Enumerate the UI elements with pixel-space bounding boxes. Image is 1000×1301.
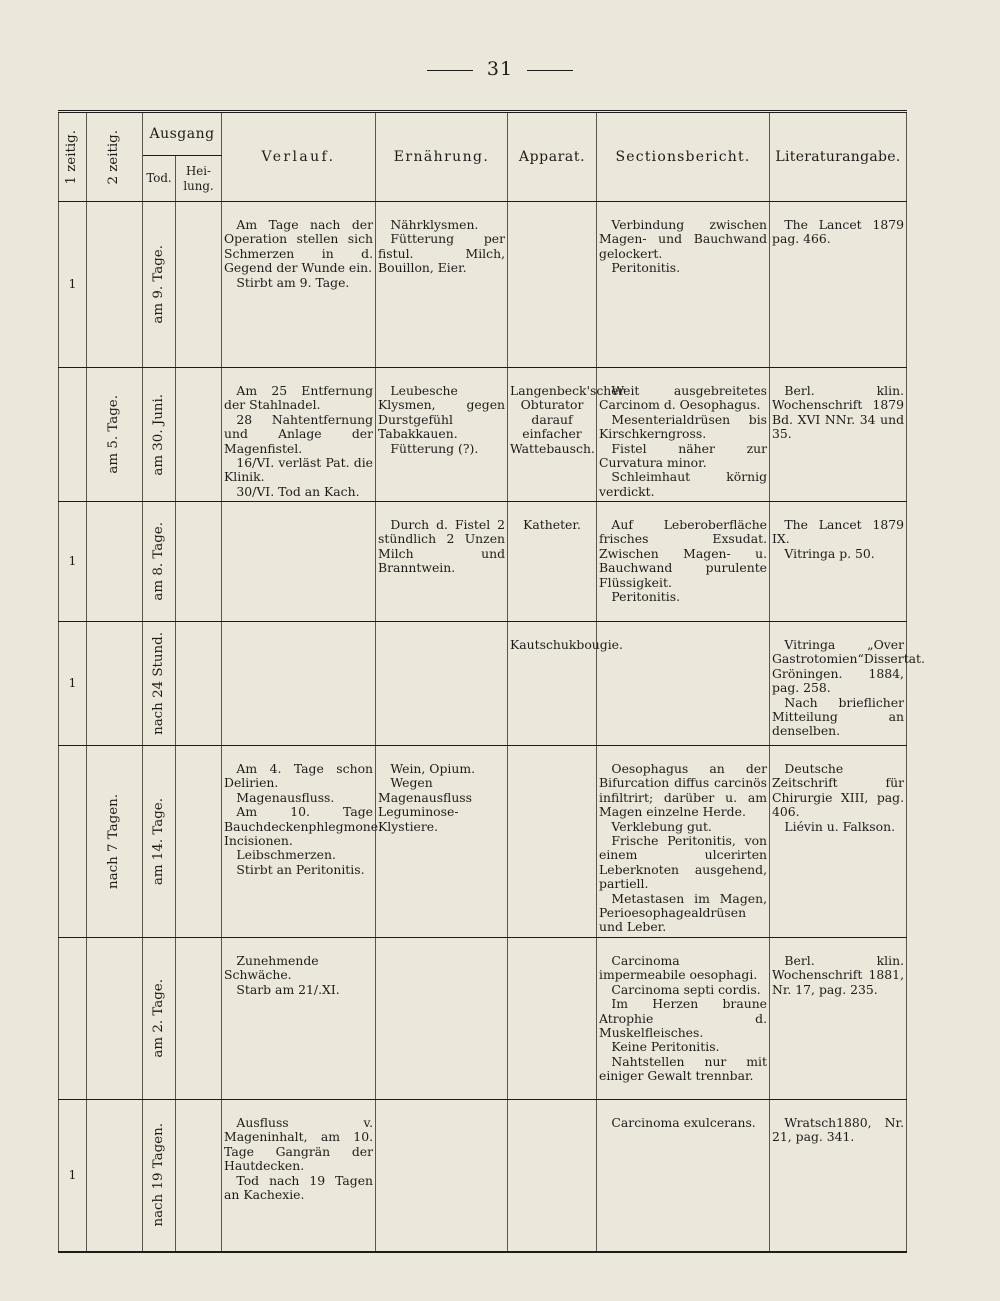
header-2-zeitig: 2 zeitig. (87, 112, 143, 202)
case-table (58, 110, 925, 1253)
cell-sectionsbericht: Carcinoma impermeabile oesophagi. Carcinoma septi cordis. Im Herzen braune Atrophie d. Muskelfleisches. Keine Peritonitis. Nahtstellen nur mit einiger Gewalt trennbar. (597, 938, 770, 1100)
cell-heilung (176, 502, 222, 622)
header-literatur: Literaturangabe. (770, 112, 907, 202)
cell-tod: am 30. Juni. (143, 368, 176, 502)
cell-heilung (176, 202, 222, 368)
cell-apparat (508, 746, 597, 938)
cell-tod: nach 19 Tagen. (143, 1100, 176, 1252)
cell-tod: am 2. Tage. (143, 938, 176, 1100)
cell-ernaehrung: Wein, Opium. Wegen Magenausfluss Leguminose-Klystiere. (376, 746, 508, 938)
cell-tod: am 14. Tage. (143, 746, 176, 938)
header-apparat: Apparat. (508, 112, 597, 202)
cell-2-zeitig (87, 938, 143, 1100)
cell-literatur: Berl. klin. Wochenschrift 1879 Bd. XVI NNr. 34 und 35. (770, 368, 907, 502)
cell-1-zeitig (59, 938, 87, 1100)
cell-2-zeitig (87, 202, 143, 368)
cell-literatur: The Lancet 1879 pag. 466. (770, 202, 907, 368)
cell-heilung (176, 938, 222, 1100)
cell-apparat: Kautschukbougie. (508, 622, 597, 746)
cell-verlauf: Am Tage nach der Operation stellen sich Schmerzen in d. Gegend der Wunde ein. Stirbt am 9. Tage. (222, 202, 376, 368)
cell-literatur: Deutsche Zeitschrift für Chirurgie XIII, pag. 406. Liévin u. Falkson. (770, 746, 907, 938)
case-row (59, 368, 907, 502)
cell-literatur: Berl. klin. Wochenschrift 1881, Nr. 17, pag. 235. (770, 938, 907, 1100)
cell-verlauf (222, 502, 376, 622)
cell-apparat (508, 938, 597, 1100)
header-verlauf: Verlauf. (222, 112, 376, 202)
cell-ernaehrung (376, 622, 508, 746)
cell-apparat (508, 202, 597, 368)
header-1-zeitig: 1 zeitig. (59, 112, 87, 202)
cell-ernaehrung: Nährklysmen. Fütterung per fistul. Milch, Bouillon, Eier. (376, 202, 508, 368)
cell-tod: nach 24 Stund. (143, 622, 176, 746)
cell-apparat: Langenbeck'scher Obturator darauf einfacher Wattebausch. (508, 368, 597, 502)
cell-sectionsbericht: Weit ausgebreitetes Carcinom d. Oesophagus. Mesenterialdrüsen bis Kirschkerngross. Fistel näher zur Curvatura minor. Schleimhaut körnig verdickt. (597, 368, 770, 502)
case-row (59, 1100, 907, 1252)
cell-verlauf: Ausfluss v. Mageninhalt, am 10. Tage Gangrän der Hautdecken. Tod nach 19 Tagen an Kachexie. (222, 1100, 376, 1252)
cell-2-zeitig: am 5. Tage. (87, 368, 143, 502)
cell-heilung (176, 622, 222, 746)
cell-verlauf: Am 25 Entfernung der Stahlnadel. 28 Nahtentfernung und Anlage der Magenfistel. 16/VI. verläst Pat. die Klinik. 30/VI. Tod an Kach. (222, 368, 376, 502)
cell-1-zeitig (59, 368, 87, 502)
cell-2-zeitig: nach 7 Tagen. (87, 746, 143, 938)
cell-sectionsbericht: Carcinoma exulcerans. (597, 1100, 770, 1252)
cell-1-zeitig: 1 (59, 1100, 87, 1252)
case-row (59, 622, 907, 746)
case-row (59, 202, 907, 368)
cell-sectionsbericht: Auf Leberoberfläche frisches Exsudat. Zwischen Magen- u. Bauchwand purulente Flüssigkeit. Peritonitis. (597, 502, 770, 622)
cell-tod: am 9. Tage. (143, 202, 176, 368)
cell-2-zeitig (87, 1100, 143, 1252)
cell-apparat (508, 1100, 597, 1252)
cell-verlauf (222, 622, 376, 746)
cell-1-zeitig: 1 (59, 502, 87, 622)
cell-apparat: Katheter. (508, 502, 597, 622)
cell-ernaehrung (376, 938, 508, 1100)
header-heilung: Hei-lung. (176, 156, 222, 202)
cell-literatur: Wratsch1880, Nr. 21, pag. 341. (770, 1100, 907, 1252)
cell-tod: am 8. Tage. (143, 502, 176, 622)
case-row (59, 746, 907, 938)
case-row (59, 502, 907, 622)
cell-2-zeitig (87, 622, 143, 746)
header-ausgang: Ausgang (143, 112, 222, 156)
header-sectionsbericht: Sectionsbericht. (597, 112, 770, 202)
cell-verlauf: Am 4. Tage schon Delirien. Magenausfluss. Am 10. Tage Bauchdeckenphlegmone. Incisionen. Leibschmerzen. Stirbt an Peritonitis. (222, 746, 376, 938)
cell-1-zeitig: 1 (59, 202, 87, 368)
page-number: 31 (0, 58, 1000, 80)
cell-heilung (176, 368, 222, 502)
cell-sectionsbericht: Oesophagus an der Bifurcation diffus carcinös infiltrirt; darüber u. am Magen einzelne Herde. Verklebung gut. Frische Peritonitis, von einem ulcerirten Leberknoten ausgehend, partiell. Metastasen im Magen, Perioesophagealdrüsen und Leber. (597, 746, 770, 938)
cell-2-zeitig (87, 502, 143, 622)
cell-1-zeitig: 1 (59, 622, 87, 746)
cell-literatur: The Lancet 1879 IX. Vitringa p. 50. (770, 502, 907, 622)
cell-heilung (176, 746, 222, 938)
cell-sectionsbericht: Verbindung zwischen Magen- und Bauchwand gelockert. Peritonitis. (597, 202, 770, 368)
cell-ernaehrung: Durch d. Fistel 2 stündlich 2 Unzen Milch und Branntwein. (376, 502, 508, 622)
cell-1-zeitig (59, 746, 87, 938)
header-tod: Tod. (143, 156, 176, 202)
header-ernaehrung: Ernährung. (376, 112, 508, 202)
cell-ernaehrung: Leubesche Klysmen, gegen Durstgefühl Tabakkauen. Fütterung (?). (376, 368, 508, 502)
cell-ernaehrung (376, 1100, 508, 1252)
case-row (59, 938, 907, 1100)
cell-heilung (176, 1100, 222, 1252)
cell-verlauf: Zunehmende Schwäche. Starb am 21/.XI. (222, 938, 376, 1100)
cell-literatur: Vitringa „Over Gastrotomien“Dissertat. Gröningen. 1884, pag. 258. Nach brieflicher Mitteilung an denselben. (770, 622, 907, 746)
